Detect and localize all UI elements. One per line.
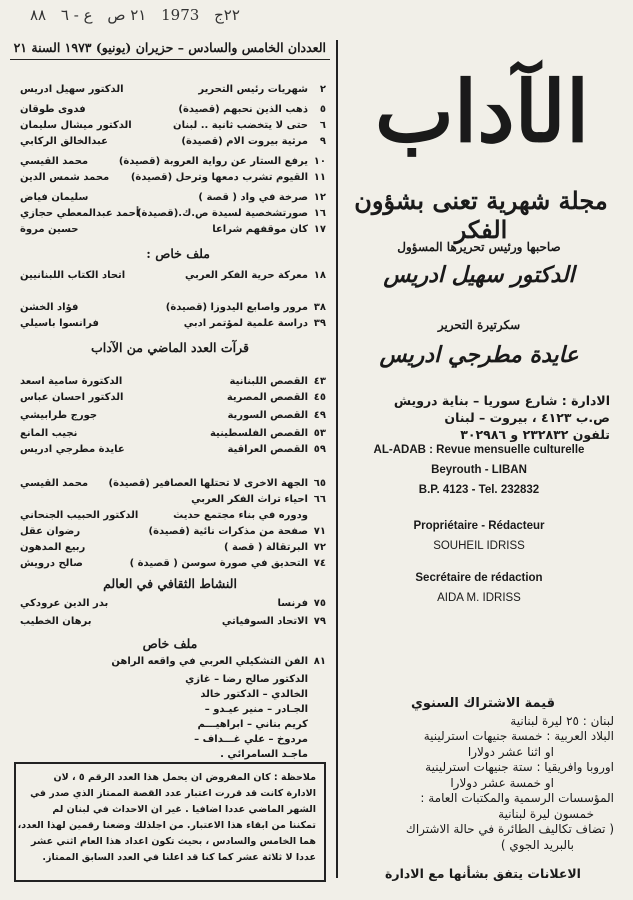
toc-entry — [10, 476, 330, 492]
toc-page: ٧٤ — [313, 558, 326, 569]
toc-title: التحديق في صورة سوسن ( قصيدة ) — [129, 558, 308, 569]
toc-author: حسين مروة — [20, 224, 79, 235]
arabic-address — [350, 392, 610, 443]
toc-entry — [10, 300, 330, 316]
toc-entry — [10, 190, 330, 206]
toc-author: الدكتور سهيل ادريس — [20, 84, 124, 95]
subscription-line: بالبريد الجوي ) — [500, 837, 574, 852]
toc-author: فؤاد الخشن — [20, 302, 79, 313]
toc-author: فدوى طوقان — [20, 104, 86, 115]
toc-page: ٤٩ — [313, 410, 326, 421]
note-line: تمكننا من ابقاء هذا الاعتبار. من اجلذلك وضعنا رقمين لهذا العدد، — [17, 820, 316, 831]
subscription-line: او خمسة عشر دولارا — [450, 775, 554, 790]
toc-entry — [10, 524, 330, 540]
toc-page: ٥ — [319, 104, 326, 115]
toc-author: ربيع المدهون — [20, 542, 86, 553]
toc-title: ودوره في بناء مجتمع حديث — [173, 510, 308, 521]
toc-page: ٣٨ — [313, 302, 326, 313]
toc-author: عايدة مطرجي ادريس — [20, 444, 125, 455]
toc-entry — [10, 508, 330, 524]
toc-author: سليمان فياض — [20, 192, 89, 203]
note-line: الادارة كانت قد قررت اعتبار عدد القصة الممتاز الذي صدر في — [30, 788, 316, 799]
toc-title: صفحة من مذكرات نائية (قصيدة) — [148, 526, 308, 537]
note-line: عددا لا ثلاثة عشر كما كنا قد اعلنا في العدد السابق الممتاز. — [42, 852, 316, 863]
toc-entry — [10, 426, 330, 442]
section-world-culture: النشاط الثقافي في العالم — [103, 576, 237, 591]
toc-title: فرنسا — [277, 598, 308, 609]
magazine-logo: الآداب — [374, 62, 590, 161]
toc-entry — [10, 492, 330, 508]
toc-title: القصص العراقية — [227, 444, 308, 455]
toc-entry — [10, 170, 330, 186]
toc-author: برهان الخطيب — [20, 616, 92, 627]
toc-author: الدكتور الحبيب الجنحاني — [20, 510, 139, 521]
toc-page: ١٦ — [313, 208, 326, 219]
toc-title: صورتشخصية لسيدة ص.ك.(قصيدة) — [136, 208, 308, 219]
toc-page: ٤٣ — [313, 376, 326, 387]
toc-title: القيوم تشرب دمعها وترحل (قصيدة) — [130, 172, 308, 183]
toc-page: ١٠ — [313, 156, 326, 167]
handwritten-archive-note — [30, 6, 330, 28]
file2-contributors — [158, 672, 308, 762]
contributor-line: مردوخ – علي غـــداف – — [194, 734, 308, 745]
section-readings: قرآت العدد الماضي من الآداب — [91, 340, 249, 355]
toc-title: صرخة في واد ( قصة ) — [198, 192, 308, 203]
address-line: الادارة : شارع سوريا – بناية درويش — [393, 393, 610, 408]
advertising-note: الاعلانات يتفق بشأنها مع الادارة — [385, 866, 581, 881]
toc-page: ٥٩ — [313, 444, 326, 455]
toc-author: عبدالخالق الركابي — [20, 136, 108, 147]
hand-mark: ٢١ ص — [107, 6, 147, 24]
magazine-tagline: مجلة شهرية تعنى بشؤون الفكر — [354, 186, 608, 244]
toc-entry — [10, 540, 330, 556]
editorial-note-box — [14, 762, 326, 882]
toc-title: شهريات رئيس التحرير — [198, 84, 308, 95]
hand-mark: ٨٨ — [30, 6, 47, 24]
latin-secretary-name: AIDA M. IDRISS — [437, 592, 521, 604]
toc-page: ٤٥ — [313, 392, 326, 403]
subscription-line: لبنان : ٢٥ ليرة لبنانية — [510, 713, 614, 728]
toc-page: ٥٣ — [313, 428, 326, 439]
toc-page: ٦٥ — [313, 478, 326, 489]
toc-entry — [10, 390, 330, 406]
toc-author: محمد القيسي — [20, 156, 89, 167]
toc-title: مرثية بيروت الام (قصيدة) — [181, 136, 308, 147]
latin-contact: B.P. 4123 - Tel. 232832 — [418, 484, 540, 496]
toc-title: حتى لا يتخضب ثانية .. لبنان — [173, 120, 308, 131]
table-of-contents — [10, 40, 330, 760]
toc-page: ٨١ — [313, 656, 326, 667]
toc-entry — [10, 154, 330, 170]
hand-mark: ٢٢ج — [214, 6, 240, 24]
toc-title: يرفع الستار عن رواية العروبة (قصيدة) — [118, 156, 308, 167]
toc-author: أحمد عبدالمعطي حجازي — [20, 208, 140, 219]
toc-entry — [10, 442, 330, 458]
secretary-name: عايدة مطرجي ادريس — [379, 342, 579, 368]
subscription-line: البلاد العربية : خمسة جنيهات استرلينية — [423, 729, 614, 743]
toc-page: ١٨ — [313, 270, 326, 281]
toc-title: ذهب الذين نحبهم (قصيدة) — [178, 104, 308, 115]
toc-entry — [10, 206, 330, 222]
subscription-block — [352, 696, 614, 853]
toc-author: الدكتور احسان عباس — [20, 392, 124, 403]
toc-entry — [10, 596, 330, 612]
toc-page: ٧٩ — [313, 616, 326, 627]
toc-title: مرور واصابع اليدوزا (قصيدة) — [165, 302, 308, 313]
toc-title: الجهة الاخرى لا تحتلها العصافير (قصيدة) — [108, 478, 308, 489]
toc-author: نجيب المانع — [20, 428, 78, 439]
toc-title: الفن التشكيلي العربي في واقعه الراهن — [111, 656, 308, 667]
toc-page: ١٢ — [313, 192, 326, 203]
note-line: هما الخامس والسادس ، بحيث تكون اعداد هذا العام اثني عشر — [31, 836, 316, 847]
toc-entry — [10, 654, 330, 670]
toc-title: القصص السورية — [227, 410, 308, 421]
subscription-line: اوروبا وافريقيا : ستة جنيهات استرلينية — [425, 760, 614, 774]
toc-author: محمد القيسي — [20, 478, 89, 489]
subscription-line: ( تضاف تكاليف الطائرة في حالة الاشتراك — [405, 822, 614, 836]
toc-title: البرتقالة ( قصة ) — [223, 542, 308, 553]
toc-page: ٢ — [319, 84, 326, 95]
toc-page: ٧٢ — [313, 542, 326, 553]
toc-entry — [10, 134, 330, 150]
note-line: ملاحظة : كان المفروض ان يحمل هذا العدد الرقم ٥ ، لان — [53, 772, 316, 783]
toc-entry — [10, 316, 330, 332]
latin-owner-name: SOUHEIL IDRISS — [433, 540, 525, 552]
toc-title: القصص المصرية — [226, 392, 308, 403]
toc-entry — [10, 556, 330, 572]
toc-entry — [10, 102, 330, 118]
toc-author: رضوان عقل — [20, 526, 81, 537]
owner-name: الدكتور سهيل ادريس — [383, 262, 575, 288]
contributor-line: ماجـد السامرائي . — [220, 749, 308, 760]
subscription-line: المؤسسات الرسمية والمكتبات العامة : — [420, 791, 614, 805]
contributor-line: الجـادر – منير عيـدو – — [204, 704, 308, 715]
toc-page: ١١ — [313, 172, 326, 183]
toc-entry — [10, 222, 330, 238]
toc-author: بدر الدين عرودكي — [20, 598, 109, 609]
toc-author: محمد شمس الدين — [20, 172, 110, 183]
secretary-caption: سكرتيرة التحرير — [437, 318, 521, 332]
toc-author: الدكتور ميشال سليمان — [20, 120, 132, 131]
contributor-line: الخالدي – الدكتور خالد — [200, 689, 308, 700]
toc-page: ٣٩ — [313, 318, 326, 329]
address-line: ص.ب ٤١٢٣ ، بيروت – لبنان — [444, 410, 610, 425]
toc-entry — [10, 408, 330, 424]
toc-author: فرانسوا باسيلي — [20, 318, 99, 329]
toc-page: ٦ — [319, 120, 326, 131]
toc-title: القصص اللبنانية — [229, 376, 308, 387]
section-special-file: ملف خاص : — [146, 246, 210, 261]
toc-page: ٩ — [319, 136, 326, 147]
toc-title: الاتحاد السوفياتي — [221, 616, 308, 627]
toc-title: معركة حرية الفكر العربي — [185, 270, 308, 281]
masthead-column — [336, 40, 620, 881]
toc-page: ١٧ — [313, 224, 326, 235]
contributor-line: الدكتور صالح رضا – غازي — [185, 674, 308, 685]
toc-author: صالح درويش — [20, 558, 83, 569]
hand-mark: ع - ٦ — [60, 6, 93, 24]
toc-author: جورج طرابيشي — [20, 410, 98, 421]
latin-secretary-label: Secrétaire de rédaction — [415, 572, 543, 584]
toc-title: كان موقفهم شراعا — [212, 224, 308, 235]
toc-entry — [10, 118, 330, 134]
latin-city: Beyrouth - LIBAN — [431, 464, 527, 476]
section-special-file-2: ملف خاص — [142, 636, 198, 651]
subscription-line: او اثنا عشر دولارا — [467, 744, 554, 759]
toc-title: القصص الفلسطينية — [209, 428, 308, 439]
toc-author: اتحاد الكتاب اللبنانيين — [20, 270, 126, 281]
owner-caption: صاحبها ورئيس تحريرها المسؤول — [397, 240, 561, 254]
contributor-line: كريم بناني – ابراهيـــم — [197, 719, 308, 730]
toc-entry — [10, 268, 330, 284]
address-line: تلفون ٢٣٢٨٣٢ و ٣٠٢٩٨٦ — [460, 427, 610, 442]
toc-entry — [10, 614, 330, 630]
subscription-line: خمسون ليرة لبنانية — [498, 806, 594, 821]
note-line: الشهر الماضي عددا اضافيا . غير ان الاحداث في لبنان لم — [52, 804, 316, 815]
toc-title: دراسة علمية لمؤتمر ادبي — [183, 318, 308, 329]
toc-page: ٦٦ — [313, 494, 326, 505]
subscription-heading: قيمة الاشتراك السنوي — [410, 696, 556, 711]
toc-page: ٧٥ — [313, 598, 326, 609]
issue-header: العددان الخامس والسادس – حزيران (يونيو) ١٩٧٣ السنة ٢١ — [10, 40, 330, 60]
hand-mark: 1973 — [161, 6, 200, 24]
latin-owner-label: Propriétaire - Rédacteur — [413, 520, 545, 532]
latin-title: AL-ADAB : Revue mensuelle culturelle — [373, 444, 585, 456]
toc-title: احياء تراث الفكر العربي — [191, 494, 308, 505]
toc-entry — [10, 82, 330, 98]
toc-entry — [10, 374, 330, 390]
toc-author: الدكتورة سامية اسعد — [20, 376, 123, 387]
toc-page: ٧١ — [313, 526, 326, 537]
